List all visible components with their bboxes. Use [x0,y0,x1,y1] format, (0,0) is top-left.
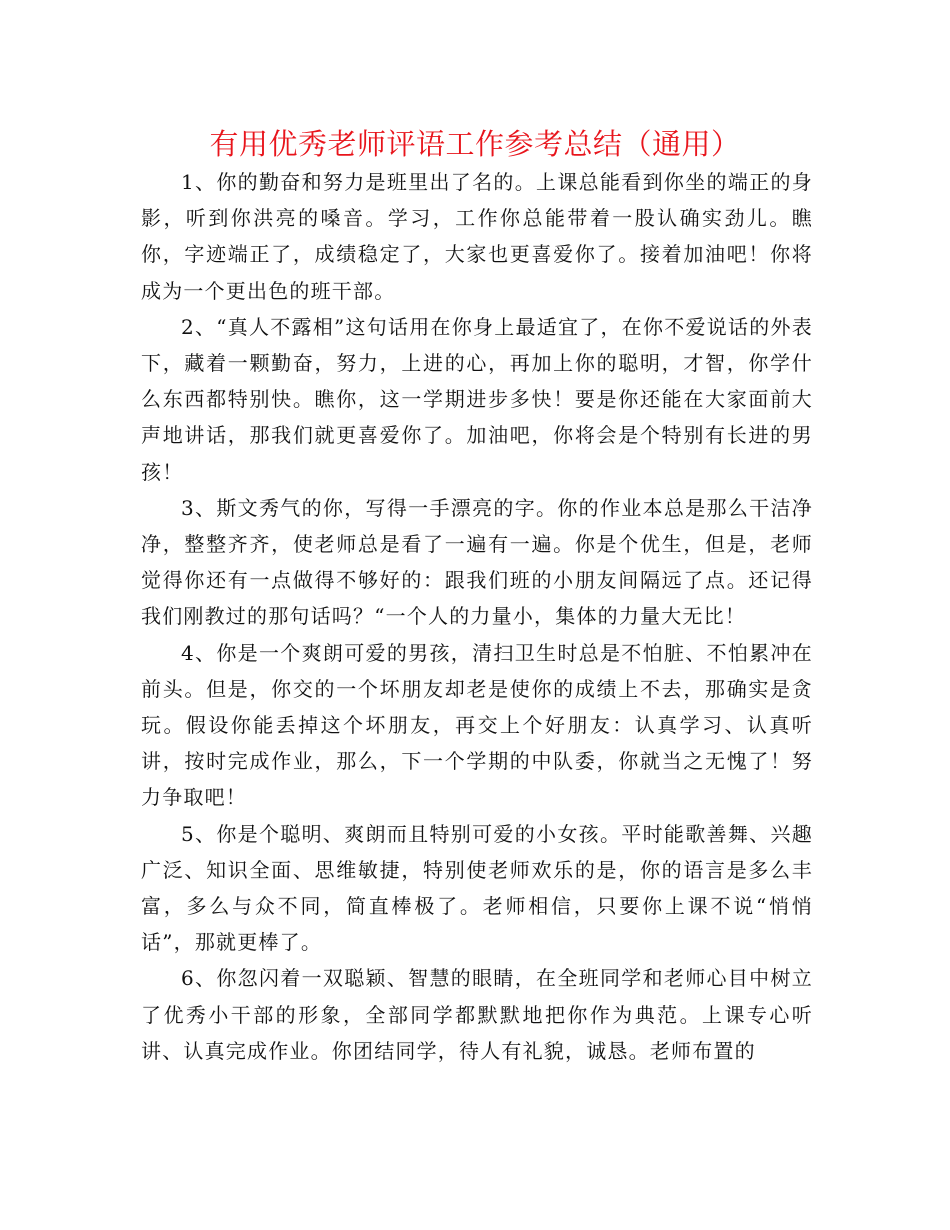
paragraph-5: 5、你是个聪明、爽朗而且特别可爱的小女孩。平时能歌善舞、兴趣广泛、知识全面、思维敏捷，特别使老师欢乐的是，你的语言是多么丰富，多么与众不同，简直棒极了。老师相信，只要你上课不说“悄悄话”，那就更棒了。 [141,821,813,955]
paragraph-3: 3、斯文秀气的你，写得一手漂亮的字。你的作业本总是那么干洁净净，整整齐齐，使老师总是看了一遍有一遍。你是个优生，但是，老师觉得你还有一点做得不够好的：跟我们班的小朋友间隔远了点。还记得我们刚教过的那句话吗？“一个人的力量小，集体的力量大无比！ [141,495,813,629]
document-title: 有用优秀老师评语工作参考总结（通用） [209,127,741,161]
paragraph-4: 4、你是一个爽朗可爱的男孩，清扫卫生时总是不怕脏、不怕累冲在前头。但是，你交的一个坏朋友却老是使你的成绩上不去，那确实是贪玩。假设你能丢掉这个坏朋友，再交上个好朋友：认真学习、认真听讲，按时完成作业，那么，下一个学期的中队委，你就当之无愧了！努力争取吧！ [141,640,813,810]
paragraph-1: 1、你的勤奋和努力是班里出了名的。上课总能看到你坐的端正的身影，听到你洪亮的嗓音。学习，工作你总能带着一股认确实劲儿。瞧你，字迹端正了，成绩稳定了，大家也更喜爱你了。接着加油吧！你将成为一个更出色的班干部。 [141,170,813,303]
paragraph-6: 6、你忽闪着一双聪颖、智慧的眼睛，在全班同学和老师心目中树立了优秀小干部的形象，全部同学都默默地把你作为典范。上课专心听讲、认真完成作业。你团结同学，待人有礼貌，诚恳。老师布置的 [141,966,813,1063]
document-body [141,164,813,1069]
paragraph-2: 2、“真人不露相”这句话用在你身上最适宜了，在你不爱说话的外表下，藏着一颗勤奋，努力，上进的心，再加上你的聪明，才智，你学什么东西都特别快。瞧你，这一学期进步多快！要是你还能在大家面前大声地讲话，那我们就更喜爱你了。加油吧，你将会是个特别有长进的男孩！ [141,314,813,484]
